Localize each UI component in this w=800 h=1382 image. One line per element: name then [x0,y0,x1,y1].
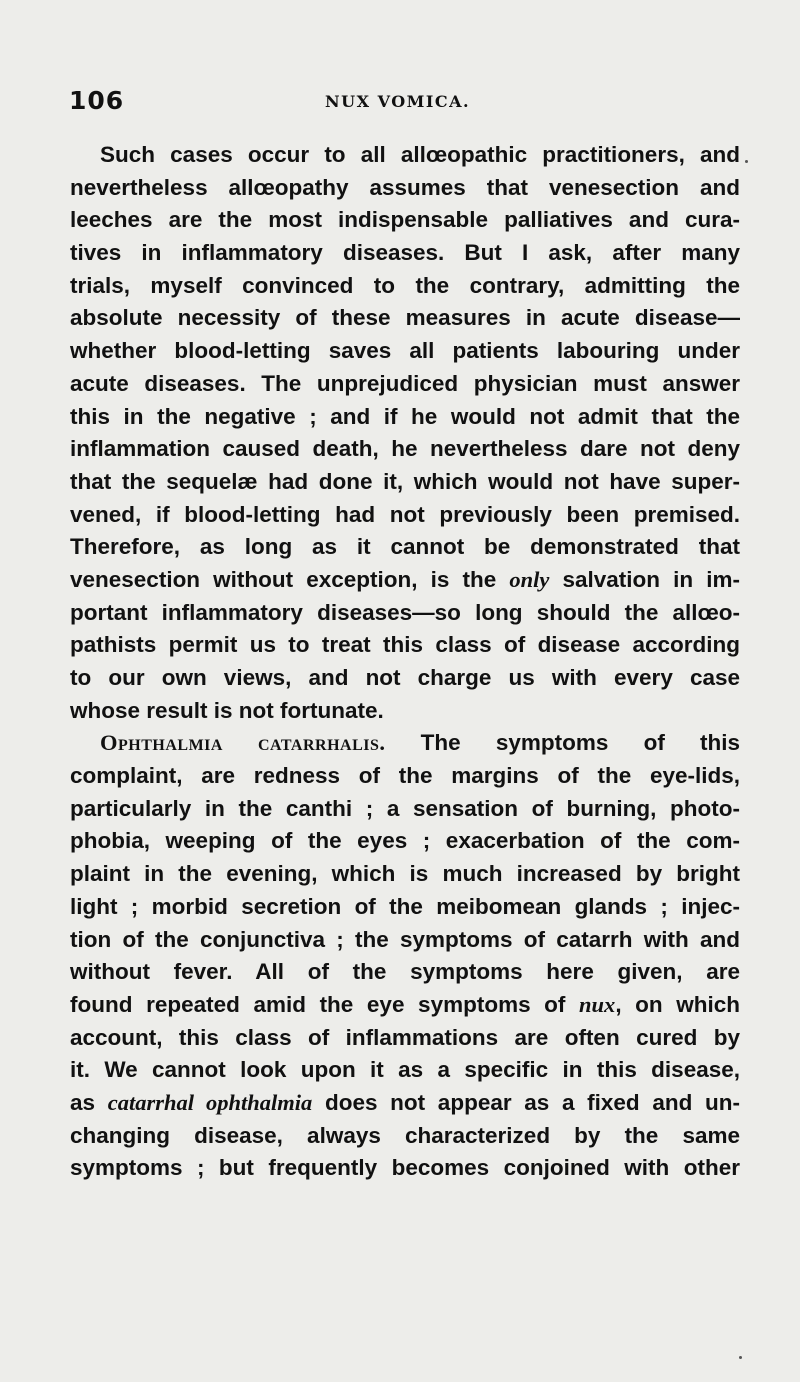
text-line: tion of the conjunctiva ; the symptoms of catarrh with and [70,926,740,952]
speck [745,160,748,163]
body-text [70,139,740,1185]
text-line: particularly in the canthi ; a sensation of burning, photo- [70,795,740,821]
text-line: leeches are the most indispensable palliatives and cura- [70,207,740,233]
text-line: as catarrhal ophthalmia does not appear as a fixed and un- [70,1089,740,1115]
text-line: plaint in the evening, which is much increased by bright [70,861,740,887]
text-line: without fever. All of the symptoms here given, are [70,959,740,985]
text-line: this in the negative ; and if he would not admit that the [70,403,740,429]
text-line: portant inflammatory diseases—so long should the allœo- [70,599,740,625]
text-line: that the sequelæ had done it, which would not have super- [70,468,740,494]
text-line: account, this class of inflammations are often cured by [70,1024,740,1050]
text-line: pathists permit us to treat this class of disease according [70,632,740,658]
text-line: complaint, are redness of the margins of the eye-lids, [70,763,740,789]
text-line: tives in inflammatory diseases. But I ask, after many [70,240,740,266]
section-heading-line: Ophthalmia catarrhalis. The symptoms of this [100,730,740,756]
emphasis: only [509,566,550,592]
page-number: 106 [69,86,125,115]
text-line: trials, myself convinced to the contrary, admitting the [70,272,740,298]
running-title: NUX VOMICA. [325,92,471,111]
emphasis: nux [579,991,616,1017]
text-line: inflammation caused death, he nevertheless dare not deny [70,436,740,462]
speck [739,1356,742,1359]
text-line: symptoms ; but frequently becomes conjoined with other [70,1155,740,1181]
text-line: phobia, weeping of the eyes ; exacerbation of the com- [70,828,740,854]
emphasis: catarrhal ophthalmia [107,1089,313,1115]
text-line: vened, if blood-letting had not previously been premised. [70,501,740,527]
text-line: absolute necessity of these measures in acute disease— [70,305,740,331]
text-line: found repeated amid the eye symptoms of nux, on which [70,991,741,1017]
page-header [69,86,709,114]
text-line: venesection without exception, is the only salvation in im- [70,566,740,592]
text-line: changing disease, always characterized by the same [70,1122,740,1148]
text-line: nevertheless allœopathy assumes that venesection and [70,174,740,200]
text-line: Therefore, as long as it cannot be demonstrated that [70,534,740,560]
text-line: whose result is not fortunate. [70,697,384,723]
text-line: whether blood-letting saves all patients labouring under [70,338,740,364]
section-heading: Ophthalmia catarrhalis. [100,730,386,756]
text-line: light ; morbid secretion of the meibomean glands ; injec- [70,893,740,919]
text-line: it. We cannot look upon it as a specific in this disease, [70,1057,740,1083]
text-line: to our own views, and not charge us with every case [70,665,740,690]
text-line: Such cases occur to all allœopathic practitioners, and [100,142,740,167]
text-line: acute diseases. The unprejudiced physician must answer [70,370,740,396]
